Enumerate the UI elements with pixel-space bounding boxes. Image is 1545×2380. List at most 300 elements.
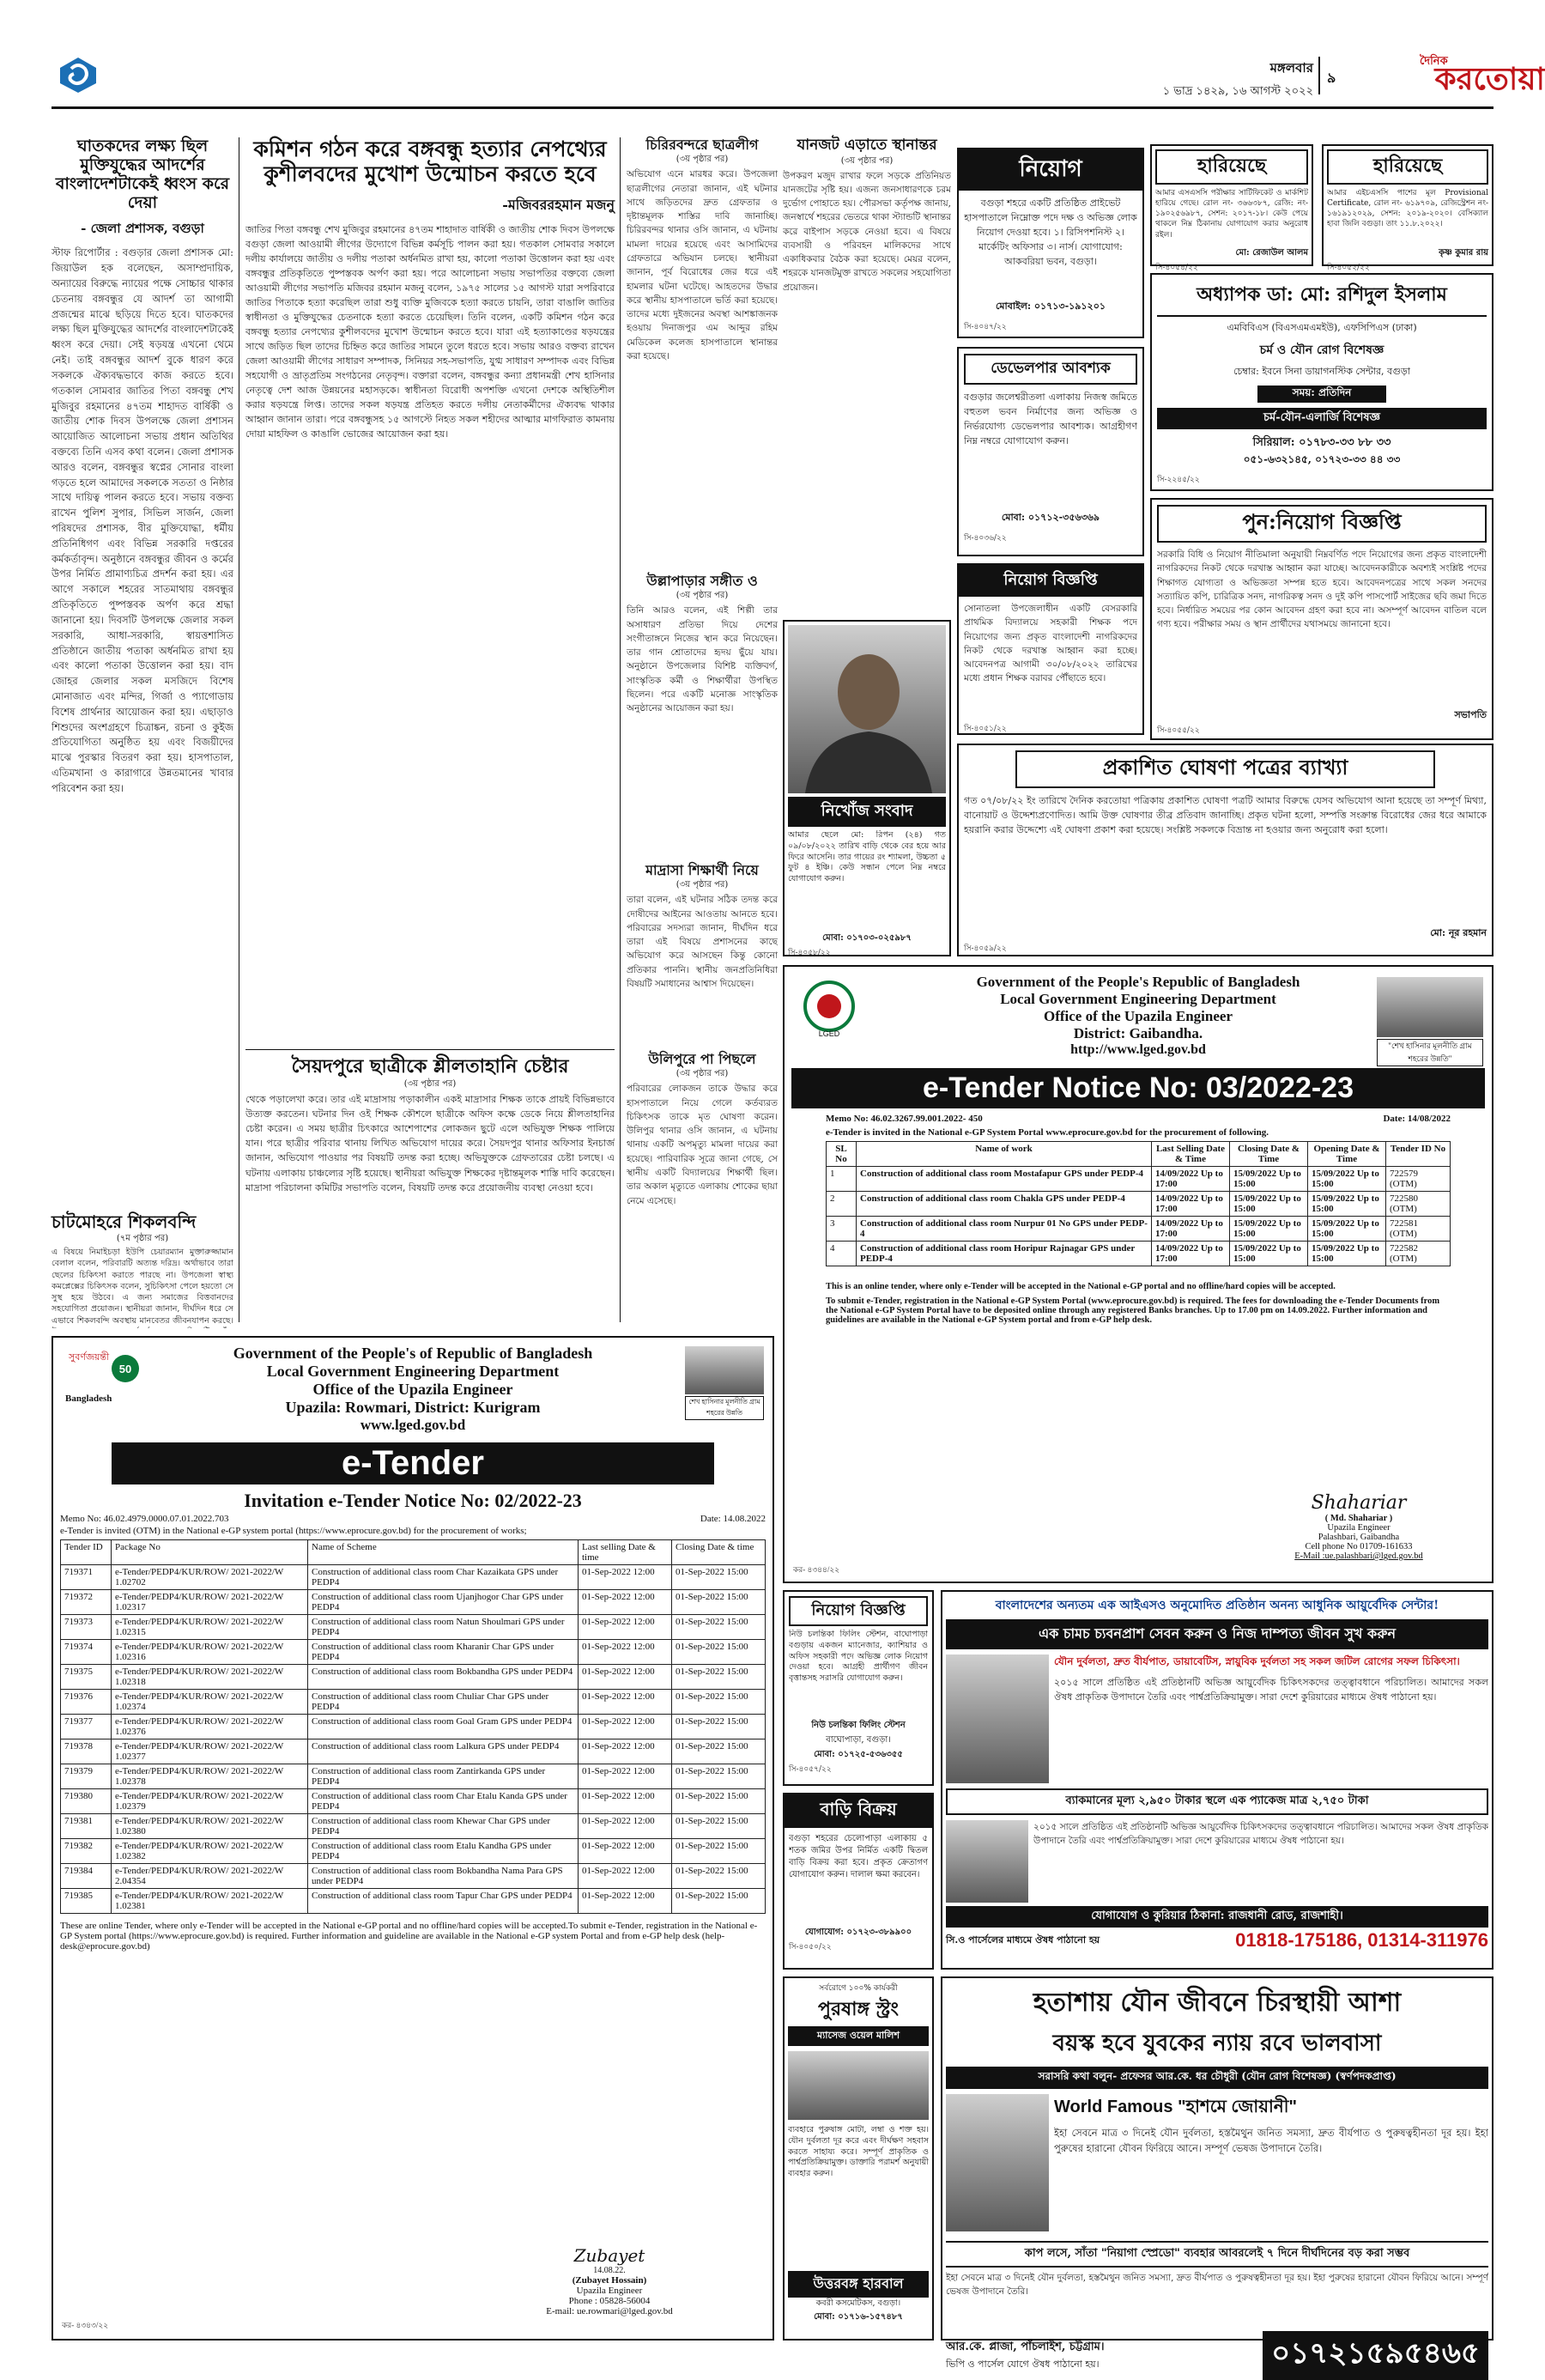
story-headline: ঘাতকদের লক্ষ্য ছিল মুক্তিযুদ্ধের আদর্শের বাংলাদেশটাকেই ধ্বংস করে দেয়া bbox=[55, 137, 230, 212]
table-cell-scheme: Construction of additional class room Kharanir Char GPS under PEDP4 bbox=[308, 1640, 579, 1665]
tender-memo: Memo No: 46.02.3267.99.001.2022- 450 bbox=[826, 1114, 983, 1124]
col-header: Tender ID bbox=[61, 1540, 112, 1565]
tender-date: Date: 14.08.2022 bbox=[700, 1514, 766, 1524]
ad-signer: সভাপতি bbox=[1454, 709, 1487, 720]
tender-note-1: This is an online tender, where only e-Tender will be accepted in the National e-GP portal and no offline/hard copies will be accepted. bbox=[826, 1282, 1336, 1291]
tender-notice-title: e-Tender Notice No: 03/2022-23 bbox=[791, 1068, 1485, 1108]
ad-code: সি-৪০৫১/২২ bbox=[964, 725, 1007, 733]
table-header-row bbox=[827, 1142, 1451, 1167]
masthead bbox=[52, 48, 1545, 103]
story-byline: -মজিবররহমান মজনু bbox=[502, 196, 615, 213]
table-row bbox=[61, 1590, 766, 1615]
table-row bbox=[61, 1839, 766, 1864]
signer-email[interactable]: E-Mail :ue.palashbari@lged.gov.bd bbox=[1294, 1551, 1423, 1561]
table-cell-pkg: e-Tender/PEDP4/KUR/ROW/ 2021-2022/W 1.02376 bbox=[112, 1715, 308, 1739]
page-number: ৯ bbox=[1327, 70, 1336, 86]
table-cell-sell: 14/09/2022 Up to 17:00 bbox=[1152, 1242, 1230, 1266]
table-row bbox=[61, 1690, 766, 1715]
story-sub: (৩য় পৃষ্ঠার পর) bbox=[676, 155, 729, 165]
story-sub: (৩য় পৃষ্ঠার পর) bbox=[676, 1069, 729, 1079]
product-image bbox=[788, 2051, 929, 2120]
table-cell-pkg: e-Tender/PEDP4/KUR/ROW/ 2021-2022/W 1.02374 bbox=[112, 1690, 308, 1715]
masthead-day: মঙ্গলবার bbox=[1269, 60, 1313, 76]
story-body: অভিযোগ এনে মারধর করে। উপজেলা ছাত্রলীগের নেতারা জানান, এই ঘটনার সাথে জড়িতদের দ্রুত গ্রেফতার ও দৃষ্টান্তমূলক শাস্তির দাবি জানাচ্ছি। চিরিরবন্দর থানার ওসি জানান, এ ঘটনায় মামলা দায়ের হয়েছে এবং আসামিদের গ্রেফতারে অভিযান চলছে। স্থানীয়রা জানান, পূর্ব বিরোধের জের ধরে এই হামলার ঘটনা ঘটেছে। আহতদের উদ্ধার করে স্থানীয় হাসপাতালে ভর্তি করা হয়েছে। তাদের মধ্যে দুইজনের অবস্থা আশঙ্কাজনক হওয়ায় দিনাজপুর এম আব্দুর রহিম মেডিকেল কলেজ হাসপাতালে স্থানান্তর করা হয়েছে। bbox=[627, 169, 778, 361]
story-body: তিনি আরও বলেন, এই শিল্পী তার অসাধারণ প্রতিভা দিয়ে দেশের সংগীতাঙ্গনে নিজের স্থান করে নিয়েছেন। তার গান শ্রোতাদের হৃদয় ছুঁয়ে যায়। অনুষ্ঠানে উপজেলার বিশিষ্ট ব্যক্তিবর্গ, সাংস্কৃতিক কর্মী ও শিক্ষার্থীরা উপস্থিত ছিলেন। পরে একটি মনোজ্ঞ সাংস্কৃতিক অনুষ্ঠানের আয়োজন করা হয়। bbox=[627, 605, 778, 714]
portrait-icon bbox=[685, 1346, 764, 1415]
ad-contact: যোগাযোগ: ০১৭২৩-৩৮৯৯০০ bbox=[804, 1928, 912, 1937]
ad-code: সি-৪০৫৪/২২ bbox=[1155, 264, 1198, 272]
doctor-name: অধ্যাপক ডা: মো: রশিদুল ইসলাম bbox=[1157, 280, 1487, 317]
table-cell-sell: 01-Sep-2022 12:00 bbox=[579, 1864, 672, 1889]
doctor-chamber: চেম্বার: ইবনে সিনা ডায়াগনস্টিক সেন্টার, বগুড়া bbox=[1233, 366, 1410, 377]
tender-table bbox=[826, 1141, 1451, 1266]
tender-memo: Memo No: 46.02.4979.0000.07.01.2022.703 bbox=[60, 1514, 229, 1524]
table-cell-pkg: e-Tender/PEDP4/KUR/ROW/ 2021-2022/W 1.02377 bbox=[112, 1739, 308, 1764]
tender-date: Date: 14/08/2022 bbox=[1383, 1114, 1451, 1124]
ad-body-2: ইহা সেবনে মাত্র ৩ দিনেই যৌন দুর্বলতা, হস্তমৈথুন জনিত সমস্যা, দ্রুত বীর্যপাত ও পুরুষত্বহীনতা দূর হয়। ইহা পুরুষের হারানো যৌবন ফিরিয়ে আনে। সম্পূর্ণ ভেষজ উপাদানে তৈরি। bbox=[946, 2273, 1488, 2298]
table-cell-scheme: Construction of additional class room Bokbandha GPS under PEDP4 bbox=[308, 1665, 579, 1690]
table-cell-id: 719384 bbox=[61, 1864, 112, 1889]
table-cell-id: 719378 bbox=[61, 1739, 112, 1764]
table-cell-open: 15/09/2022 Up to 15:00 bbox=[1308, 1242, 1386, 1266]
signature: Zubayet bbox=[573, 2245, 645, 2266]
col-header: Last Selling Date & Time bbox=[1152, 1142, 1230, 1167]
ad-sub: বয়স্ক হবে যুবকের ন্যায় রবে ভালবাসা bbox=[1052, 2031, 1382, 2056]
table-cell-id: 719373 bbox=[61, 1615, 112, 1640]
ad-phone: মোবা: ০১৭১৬-১৫৭৪৮৭ bbox=[814, 2312, 903, 2322]
ad-strip: সরাসরি কথা বলুন- প্রফেসর আর.কে. ধর চৌধুরী (যৌন রোগ বিশেষজ্ঞ) (স্বর্ণপদকপ্রাপ্ত) bbox=[946, 2067, 1488, 2089]
doctor-time: সময়: প্রতিদিন bbox=[1257, 386, 1386, 403]
table-cell-scheme: Construction of additional class room Char Kazaikata GPS under PEDP4 bbox=[308, 1565, 579, 1590]
ad-code: সি-২২৪৫/২২ bbox=[1157, 476, 1200, 484]
ad-title: প্রকাশিত ঘোষণা পত্রের ব্যাখ্যা bbox=[1015, 750, 1435, 788]
table-cell-close: 01-Sep-2022 15:00 bbox=[672, 1565, 766, 1590]
table-header-row bbox=[61, 1540, 766, 1565]
story-commission bbox=[245, 137, 615, 1044]
logo-caption: Bangladesh bbox=[65, 1393, 112, 1404]
table-cell-close: 01-Sep-2022 15:00 bbox=[672, 1789, 766, 1814]
ad-title: বাড়ি বিক্রয় bbox=[785, 1794, 932, 1828]
table-cell-scheme: Construction of additional class room Chuliar Char GPS under PEDP4 bbox=[308, 1690, 579, 1715]
ad-body: সোনাতলা উপজেলাধীন একটি বেসরকারি প্রাথমিক বিদ্যালয়ে সহকারী শিক্ষক পদে নিয়োগের জন্য প্রকৃত বাংলাদেশী নাগরিকদের নিকট থেকে দরখাস্ত আহ্বান করা হচ্ছে। আবেদনপত্র আগামী ৩০/০৮/২০২২ তারিখের মধ্যে প্রধান শিক্ষক বরাবর পৌঁছাতে হবে। bbox=[964, 604, 1137, 684]
table-cell-sell: 01-Sep-2022 12:00 bbox=[579, 1739, 672, 1764]
tender-office: Office of the Upazila Engineer bbox=[312, 1381, 513, 1398]
ad-recruitment-1 bbox=[957, 563, 1144, 735]
table-cell-close: 01-Sep-2022 15:00 bbox=[672, 1814, 766, 1839]
tender-district: District: Gaibandha. bbox=[1073, 1025, 1203, 1041]
doctor-degrees: এমবিবিএস (বিএসএমএমইউ), এফসিপিএস (ঢাকা) bbox=[1227, 322, 1417, 333]
story-body: তারা বলেন, এই ঘটনার সঠিক তদন্ত করে দোষীদের আইনের আওতায় আনতে হবে। পরিবারের সদস্যরা জানান, দীর্ঘদিন ধরে তারা এই বিষয়ে প্রশাসনের কাছে অভিযোগ করে আসছেন কিন্তু কোনো প্রতিকার পাননি। স্থানীয় জনপ্রতিনিধিরা বিষয়টি সমাধানের আশ্বাস দিয়েছেন। bbox=[627, 895, 778, 989]
story-body: স্টাফ রিপোর্টার : বগুড়ার জেলা প্রশাসক মো: জিয়াউল হক বলেছেন, অসাম্প্রদায়িক, অন্যায়ের বিরুদ্ধে ন্যায়ের পক্ষে সোচ্চার থাকার চেতনায় বঙ্গবন্ধুর যে আদর্শ তা আগামী প্রজন্মের মাঝে ছড়িয়ে দিতে হবে। ঘাতকদের লক্ষ্য ছিল মুক্তিযুদ্ধের আদর্শের বাংলাদেশটাকেই ধ্বংস করে দেয়া। সেই ষড়যন্ত্র এখনো থেমে নেই। তাই বঙ্গবন্ধুর আদর্শ বুকে ধারণ করে সকলকে ঐক্যবদ্ধভাবে কাজ করতে হবে। গতকাল সোমবার জাতির পিতা বঙ্গবন্ধু শেখ মুজিবুর রহমানের ৪৭তম শাহাদত বার্ষিকী ও জাতীয় শোক দিবস উপলক্ষে জেলা প্রশাসন আয়োজিত আলোচনা সভায় প্রধান অতিথির বক্তব্যে তিনি এসব কথা বলেন। জেলা প্রশাসক আরও বলেন, বঙ্গবন্ধুর স্বপ্নের সোনার বাংলা গড়তে হলে আমাদের সকলকে সততা ও নিষ্ঠার সাথে দায়িত্ব পালন করতে হবে। সভায় বক্তব্য রাখেন পুলিশ সুপার, সিভিল সার্জন, জেলা পরিষদের প্রশাসক, বীর মুক্তিযোদ্ধা, ধর্মীয় প্রতিনিধিগণ এবং বিভিন্ন সরকারি দপ্তরের কর্মকর্তাবৃন্দ। অনুষ্ঠানে বঙ্গবন্ধুর জীবন ও কর্মের উপর নির্মিত প্রামাণ্যচিত্র প্রদর্শন করা হয়। এর আগে সকালে শহরের সাতমাথায় বঙ্গবন্ধুর প্রতিকৃতিতে পুষ্পস্তবক অর্পণ করে শ্রদ্ধা জানানো হয়। দিবসটি উপলক্ষে জেলার সকল সরকারি, আধা-সরকারি, স্বায়ত্তশাসিত প্রতিষ্ঠানে জাতীয় পতাকা অর্ধনমিত রাখা হয় এবং কালো পতাকা উত্তোলন করা হয়। বাদ জোহর জেলার সকল মসজিদে বিশেষ মোনাজাত এবং মন্দির, গির্জা ও প্যাগোডায় বিশেষ প্রার্থনার আয়োজন করা হয়। এছাড়াও শিশুদের অংশগ্রহণে চিত্রাঙ্কন, রচনা ও কুইজ প্রতিযোগিতা অনুষ্ঠিত হয় এবং বিজয়ীদের মাঝে পুরস্কার বিতরণ করা হয়। হাসপাতাল, এতিমখানা ও কারাগারে উন্নতমানের খাবার পরিবেশন করা হয়। bbox=[52, 246, 233, 794]
ad-clarification bbox=[957, 744, 1494, 956]
table-cell-id: 719372 bbox=[61, 1590, 112, 1615]
ad-banner: এক চামচ চ্যবনপ্রাশ সেবন করুন ও নিজ দাম্পত্য জীবন সুখ করুন bbox=[946, 1619, 1488, 1649]
table-cell-pkg: e-Tender/PEDP4/KUR/ROW/ 2021-2022/W 1.02380 bbox=[112, 1814, 308, 1839]
table-cell-pkg: e-Tender/PEDP4/KUR/ROW/ 2021-2022/W 1.02317 bbox=[112, 1590, 308, 1615]
ad-code: সি-৪০৫০/২২ bbox=[789, 1943, 832, 1952]
ad-doctor bbox=[1150, 273, 1494, 491]
tender-notice-rowmari bbox=[52, 1336, 774, 2341]
paper-name: করতোয়া bbox=[1434, 61, 1545, 97]
table-cell-close: 15/09/2022 Up to 15:00 bbox=[1230, 1167, 1308, 1192]
ad-body: আমার এসএসসি পরীক্ষার সার্টিফিকেট ও মার্কশিট হারিয়ে গেছে। রোল নং- ৩৬৬৩৮৭, রেজি: নং- ১৯০২৫৬৯৮৭, সেশন: ২০১৭-১৮। কেউ পেয়ে থাকলে নিম্ন ঠিকানায় যোগাযোগ করার অনুরোধ রইল। bbox=[1155, 189, 1308, 240]
story-ulipur bbox=[627, 1052, 778, 1327]
table-cell-id: 719382 bbox=[61, 1839, 112, 1864]
ad-code: কর- ৪৩৪৪/২২ bbox=[793, 1565, 840, 1574]
story-sub: (৩য় পৃষ্ঠার পর) bbox=[403, 1079, 457, 1090]
story-jamjot bbox=[783, 137, 951, 472]
ad-phone: 01818-175186, 01314-311976 bbox=[1235, 1929, 1488, 1951]
story-chirirbandar bbox=[627, 137, 778, 567]
table-row bbox=[61, 1889, 766, 1914]
table-cell-work: Construction of additional class room Nurpur 01 No GPS under PEDP-4 bbox=[857, 1217, 1152, 1242]
svg-text:LGED: LGED bbox=[818, 1029, 840, 1038]
ad-code: সি-৪০৫৯/২২ bbox=[964, 944, 1007, 953]
table-row bbox=[827, 1217, 1451, 1242]
ad-contact: মোবা: ০১৭১২-৩৫৬৩৬৯ bbox=[1001, 512, 1100, 523]
story-headline: উলিপুরে পা পিছলে bbox=[648, 1051, 756, 1067]
lged-logo-icon bbox=[797, 979, 862, 1039]
paper-name-small: দৈনিক bbox=[1420, 55, 1448, 68]
col-header: Last selling Date & time bbox=[579, 1540, 672, 1565]
signer-name: ( Md. Shahariar ) bbox=[1324, 1514, 1393, 1523]
story-chatmohor bbox=[52, 1212, 233, 1328]
doctor-serial-2: ০৫১-৬৩২১৪৫, ০১৭২৩-৩৩ ৪৪ ৩৩ bbox=[1243, 453, 1401, 465]
table-cell-sell: 01-Sep-2022 12:00 bbox=[579, 1565, 672, 1590]
ad-code: কর- ৪৩৪৩/২২ bbox=[62, 2321, 109, 2329]
table-cell-close: 01-Sep-2022 15:00 bbox=[672, 1839, 766, 1864]
col-header: Name of Scheme bbox=[308, 1540, 579, 1565]
tender-dept: Local Government Engineering Department bbox=[1000, 991, 1276, 1007]
tender-banner: e-Tender bbox=[112, 1442, 714, 1484]
story-headline: চিরিরবন্দরে ছাত্রলীগ bbox=[645, 137, 759, 153]
signer-email[interactable]: E-mail: ue.rowmari@lged.gov.bd bbox=[546, 2306, 673, 2316]
table-cell-scheme: Construction of additional class room Ujanjhogor Char GPS under PEDP4 bbox=[308, 1590, 579, 1615]
ad-footer: আর.কে. প্লাজা, পাঁচলাইশ, চট্টগ্রাম। bbox=[946, 2340, 1105, 2353]
tender-notice-title: Invitation e-Tender Notice No: 02/2022-23 bbox=[244, 1490, 582, 1511]
table-row bbox=[827, 1242, 1451, 1266]
tender-url[interactable]: www.lged.gov.bd bbox=[360, 1417, 466, 1433]
ad-footer-2: সি.ও পার্সেলের মাধ্যমে ঔষধ পাঠানো হয় bbox=[946, 1934, 1100, 1946]
table-cell-close: 01-Sep-2022 15:00 bbox=[672, 1665, 766, 1690]
table-cell-scheme: Construction of additional class room Lalkura GPS under PEDP4 bbox=[308, 1739, 579, 1764]
golden-jubilee-logo-icon bbox=[65, 1346, 142, 1406]
ad-address: কবরী কসমেটিকস, বগুড়া। bbox=[815, 2298, 901, 2308]
signer-title: Upazila Engineer bbox=[576, 2286, 643, 2296]
ad-code: সি-৪০৫৮/২২ bbox=[788, 949, 831, 957]
story-sub: (৩য় পৃষ্ঠার পর) bbox=[840, 155, 894, 166]
table-cell-sell: 01-Sep-2022 12:00 bbox=[579, 1665, 672, 1690]
table-cell-work: Construction of additional class room Chakla GPS under PEDP-4 bbox=[857, 1192, 1152, 1217]
signer-phone: Phone : 05828-56004 bbox=[568, 2296, 651, 2306]
table-cell-sl: 3 bbox=[827, 1217, 857, 1242]
story-headline: মাদ্রাসা শিক্ষার্থী নিয়ে bbox=[645, 862, 759, 878]
col-header: Name of work bbox=[857, 1142, 1152, 1167]
portrait-icon bbox=[1377, 977, 1483, 1063]
table-cell-close: 01-Sep-2022 15:00 bbox=[672, 1764, 766, 1789]
table-cell-sell: 01-Sep-2022 12:00 bbox=[579, 1715, 672, 1739]
ad-house-sale bbox=[783, 1793, 934, 1970]
table-cell-id: 722581 (OTM) bbox=[1386, 1217, 1451, 1242]
table-row bbox=[61, 1565, 766, 1590]
table-row bbox=[61, 1864, 766, 1889]
table-cell-id: 722579 (OTM) bbox=[1386, 1167, 1451, 1192]
ad-contact: মোবা: ০১৭০৩-০২৫৯৮৭ bbox=[822, 933, 912, 943]
table-cell-scheme: Construction of additional class room Goal Gram GPS under PEDP4 bbox=[308, 1715, 579, 1739]
signature: Shahariar bbox=[1311, 1492, 1407, 1514]
ad-body: সরকারি বিধি ও নিয়োগ নীতিমালা অনুযায়ী নিম্নবর্ণিত পদে নিয়োগের জন্য প্রকৃত বাংলাদেশী নাগরিকদের নিকট থেকে দরখাস্ত আহ্বান করা যাচ্ছে। আবেদনকারীকে অবশ্যই সংশ্লিষ্ট পদের শিক্ষাগত যোগ্যতা ও অভিজ্ঞতা সম্পন্ন হতে হবে। আবেদনপত্রের সাথে সকল সনদের সত্যায়িত কপি, চারিত্রিক সনদ, নাগরিকত্ব সনদ ও দুই কপি পাসপোর্ট সাইজের ছবি জমা দিতে হবে। নির্ধারিত সময়ের পর কোন আবেদন গ্রহণ করা হবে না। অসম্পূর্ণ আবেদন বাতিল বলে গণ্য হবে। পরীক্ষার সময় ও স্থান প্রার্থীদের যথাসময়ে জানানো হবে। bbox=[1157, 549, 1487, 630]
ad-recruitment-2 bbox=[783, 1590, 934, 1786]
ad-name: কৃষ্ণ কুমার রায় bbox=[1439, 248, 1488, 258]
table-row bbox=[61, 1814, 766, 1839]
ad-address: বাঘোপাড়া, বগুড়া। bbox=[826, 1735, 891, 1745]
table-cell-scheme: Construction of additional class room Etalu Kandha GPS under PEDP4 bbox=[308, 1839, 579, 1864]
ad-reappointment bbox=[1150, 498, 1494, 740]
story-byline: - জেলা প্রশাসক, বগুড়া bbox=[81, 221, 204, 237]
ad-name: মো: রেজাউল আলম bbox=[1235, 248, 1308, 258]
ad-youth-medicine bbox=[941, 1976, 1494, 2371]
ad-contact: মোবা: ০১৭২৫-৫৩৬৩৫৫ bbox=[814, 1750, 903, 1759]
ad-price-strip: কাপ লসে, সাঁতা "নিয়াগা স্প্রেডো" ব্যবহার আবরলেই ৭ দিনে দীর্ঘদিনের বড় করা সম্ভব bbox=[946, 2241, 1488, 2268]
story-body: জাতির পিতা বঙ্গবন্ধু শেখ মুজিবুর রহমানের ৪৭তম শাহাদাত বার্ষিকী ও জাতীয় শোক দিবস উপলক্ষে বগুড়া জেলা আওয়ামী লীগের উদ্যোগে বিভিন্ন কর্মসূচি পালন করা হয়। গতকাল সোমবার সকালে দলীয় কার্যালয়ে জাতীয় ও দলীয় পতাকা অর্ধনমিত রাখা হয়, কালো পতাকা উত্তোলন করা হয় এবং বঙ্গবন্ধুর প্রতিকৃতিতে পুষ্পস্তবক অর্পণ করা হয়। পরে আলোচনা সভায় সভাপতির বক্তব্যে জেলা আওয়ামী লীগের সভাপতি মজিবর রহমান মজনু বলেন, ১৯৭৫ সালের ১৫ আগস্ট যারা সপরিবারে জাতির পিতাকে হত্যা করেছিল তারা শুধু ব্যক্তি মুজিবকে হত্যা করতে চায়নি, তারা বাঙালি জাতির স্বাধীনতা ও মুক্তিযুদ্ধের চেতনাকে হত্যা করতে চেয়েছিল। তিনি বলেন, একটি কমিশন গঠন করে বঙ্গবন্ধু হত্যার নেপথ্যের কুশীলবদের মুখোশ উন্মোচন করতে হবে। যারা এই হত্যাকাণ্ডের ষড়যন্ত্রের সাথে জড়িত ছিল তাদের চিহ্নিত করে জাতির সামনে তুলে ধরতে হবে। সভায় আরও বক্তব্য রাখেন জেলা আওয়ামী লীগের সাধারণ সম্পাদক, সিনিয়র সহ-সভাপতি, যুগ্ম সাধারণ সম্পাদক এবং বিভিন্ন সহযোগী ও ভ্রাতৃপ্রতিম সংগঠনের নেতৃবৃন্দ। বক্তারা বলেন, বঙ্গবন্ধুর কন্যা প্রধানমন্ত্রী শেখ হাসিনার নেতৃত্বে দেশ আজ উন্নয়নের মহাসড়কে। স্বাধীনতা বিরোধী অপশক্তি এখনো দেশকে অস্থিতিশীল করার ষড়যন্ত্রে লিপ্ত। তাদের সকল ষড়যন্ত্র প্রতিহত করতে দলীয় নেতাকর্মীদের ঐক্যবদ্ধ থাকার আহ্বান জানান তারা। পরে বঙ্গবন্ধুসহ ১৫ আগস্টে নিহত সকল শহীদের আত্মার মাগফিরাত কামনায় দোয়া মাহফিল ও কাঙালি ভোজের আয়োজন করা হয়। bbox=[245, 223, 615, 440]
ad-niyog bbox=[957, 148, 1144, 338]
story-saidpur bbox=[245, 1056, 615, 1329]
table-cell-sl: 2 bbox=[827, 1192, 857, 1217]
missing-person-photo bbox=[788, 625, 946, 793]
table-cell-work: Construction of additional class room Mostafapur GPS under PEDP-4 bbox=[857, 1167, 1152, 1192]
table-row bbox=[61, 1789, 766, 1814]
table-row bbox=[61, 1764, 766, 1789]
ad-lost-1 bbox=[1150, 144, 1313, 272]
tender-gov: Government of the People's Republic of Bangladesh bbox=[976, 974, 1300, 990]
table-cell-sell: 01-Sep-2022 12:00 bbox=[579, 1640, 672, 1665]
story-madrasa bbox=[627, 863, 778, 1043]
tender-note-2: To submit e-Tender, registration in the National e-GP System Portal (www.eprocure.gov.bd) is required. The fees for downloading the e-Tender Documents from the National e-GP System Portal have to be deposited online through any registered Banks branches. Up to 17.00 pm on 14.09.2022. Further information and guidelines are available in the National e-GP System portal and from e-GP help desk. bbox=[826, 1296, 1440, 1325]
ad-ayurvedic-center bbox=[941, 1590, 1494, 1970]
doctor-serial: সিরিয়াল: ০১৭৮৩-৩৩ ৮৮ ৩৩ bbox=[1252, 436, 1391, 449]
tender-intro: e-Tender is invited in the National e-GP System Portal www.eprocure.gov.bd for the procurement of following. bbox=[826, 1127, 1269, 1138]
story-headline: কমিশন গঠন করে বঙ্গবন্ধু হত্যার নেপথ্যের কুশীলবদের মুখোশ উন্মোচন করতে হবে bbox=[253, 137, 607, 186]
table-cell-sell: 01-Sep-2022 12:00 bbox=[579, 1814, 672, 1839]
ad-body: ব্যবহারে পুরুষাঙ্গ মোটা, লম্বা ও শক্ত হয়। যৌন দুর্বলতা দূর করে এবং দীর্ঘক্ষণ সহবাস করতে সাহায্য করে। সম্পূর্ণ প্রাকৃতিক ও পার্শ্বপ্রতিক্রিয়ামুক্ত। ডাক্তারি পরামর্শ অনুযায়ী ব্যবহার করুন। bbox=[788, 2125, 929, 2179]
ad-title: হারিয়েছে bbox=[1327, 149, 1488, 185]
ad-line-1: যৌন দুর্বলতা, দ্রুত বীর্যপাত, ডায়াবেটিস, স্নায়ুবিক দুর্বলতা সহ সকল জটিল রোগের সফল চিকিৎসা। bbox=[1054, 1655, 1460, 1667]
table-row bbox=[61, 1640, 766, 1665]
ad-top: সর্বরোগে ১০০% কার্যকরী bbox=[819, 1984, 898, 1993]
table-cell-sell: 01-Sep-2022 12:00 bbox=[579, 1764, 672, 1789]
tender-note: These are online Tender, where only e-Tender will be accepted in the National e-GP portal and no offline/hard copies will be accepted.To submit e-Tender, registration in the National e-GP System portal (https://www.eprocure.gov.bd) is required. Further information and guideline are available in the National e-GP system Portal and from e-GP help desk (help-desk@eprocure.gov.bd) bbox=[60, 1921, 758, 1952]
table-cell-pkg: e-Tender/PEDP4/KUR/ROW/ 2021-2022/W 1.02315 bbox=[112, 1615, 308, 1640]
product-image-2 bbox=[946, 1820, 1028, 1903]
table-cell-id: 719379 bbox=[61, 1764, 112, 1789]
ad-body: গত ০৭/০৮/২২ ইং তারিখে দৈনিক করতোয়া পত্রিকায় প্রকাশিত ঘোষণা পত্রটি আমার বিরুদ্ধে যেসব অভিযোগ আনা হয়েছে তা সম্পূর্ণ মিথ্যা, বানোয়াট ও উদ্দেশ্যপ্রণোদিত। আমি উক্ত ঘোষণার তীব্র প্রতিবাদ জানাচ্ছি। প্রকৃত ঘটনা হলো, সম্পত্তি সংক্রান্ত বিরোধের জের ধরে আমাকে হয়রানি করার উদ্দেশ্যে এই ঘোষণা প্রকাশ করা হয়েছে। সংশ্লিষ্ট সকলকে বিভ্রান্ত না হওয়ার জন্য অনুরোধ করা হলো। bbox=[964, 795, 1487, 836]
table-cell-close: 01-Sep-2022 15:00 bbox=[672, 1739, 766, 1764]
ad-title: পুরষাঙ্গ স্ট্রং bbox=[818, 1998, 899, 2020]
table-cell-sell: 01-Sep-2022 12:00 bbox=[579, 1889, 672, 1914]
ad-body: বগুড়ার জলেশ্বরীতলা এলাকায় নিজস্ব জমিতে বহুতল ভবন নির্মাণের জন্য অভিজ্ঞ ও নির্ভরযোগ্য ডেভেলপার আবশ্যক। আগ্রহীগণ নিম্ন নম্বরে যোগাযোগ করুন। bbox=[964, 392, 1137, 447]
story-headline: সৈয়দপুরে ছাত্রীকে শ্লীলতাহানি চেষ্টার bbox=[291, 1055, 569, 1078]
ad-code: সি-৪০৩৬/২২ bbox=[964, 534, 1007, 543]
table-row bbox=[61, 1715, 766, 1739]
table-cell-close: 01-Sep-2022 15:00 bbox=[672, 1640, 766, 1665]
table-cell-sell: 01-Sep-2022 12:00 bbox=[579, 1690, 672, 1715]
table-row bbox=[61, 1615, 766, 1640]
ad-phone: ০১৭২১৫৯৫৪৬৫ bbox=[1263, 2331, 1488, 2380]
col-header: Tender ID No bbox=[1386, 1142, 1451, 1167]
table-row bbox=[61, 1665, 766, 1690]
table-cell-close: 15/09/2022 Up to 15:00 bbox=[1230, 1217, 1308, 1242]
story-body: এ বিষয়ে নিমাইচড়া ইউপি চেয়ারম্যান মুক্তারুজ্জামান বেলাল বলেন, পরিবারটি অত্যন্ত দরিদ্র। অর্থাভাবে তারা ছেলের চিকিৎসা করাতে পারছে না। উপজেলা স্বাস্থ্য কমপ্লেক্সের চিকিৎসক বলেন, সুচিকিৎসা পেলে হয়তো সে সুস্থ হয়ে উঠবে। এ জন্য সমাজের বিত্তবানদের সহযোগিতা প্রয়োজন। স্থানীয়রা জানান, দীর্ঘদিন ধরে সে এভাবে শিকলবন্দি অবস্থায় মানবেতর জীবনযাপন করছে। bbox=[52, 1248, 233, 1326]
story-headline: উল্লাপাড়ার সঙ্গীত ও bbox=[646, 573, 758, 589]
table-cell-sell: 14/09/2022 Up to 17:00 bbox=[1152, 1167, 1230, 1192]
ad-footer-1: যোগাযোগ ও কুরিয়ার ঠিকানা: রাজধানী রোড, রাজশাহী। bbox=[946, 1906, 1488, 1928]
col-header: Closing Date & time bbox=[672, 1540, 766, 1565]
table-row bbox=[827, 1192, 1451, 1217]
table-cell-id: 722582 (OTM) bbox=[1386, 1242, 1451, 1266]
story-headline: চাটমোহরে শিকলবন্দি bbox=[52, 1211, 197, 1232]
col-header: Closing Date & Time bbox=[1230, 1142, 1308, 1167]
ad-code: সি-৪০৫৭/২২ bbox=[789, 1765, 832, 1774]
table-cell-id: 719377 bbox=[61, 1715, 112, 1739]
table-cell-close: 01-Sep-2022 15:00 bbox=[672, 1715, 766, 1739]
table-cell-id: 722580 (OTM) bbox=[1386, 1192, 1451, 1217]
story-dc-bogura bbox=[52, 137, 233, 1206]
ad-footer-2: ভিপি ও পার্সেল যোগে ঔষধ পাঠানো হয়। bbox=[946, 2358, 1100, 2370]
ad-body: ২০১৫ সালে প্রতিষ্ঠিত এই প্রতিষ্ঠানটি অভিজ্ঞ আয়ুর্বেদিক চিকিৎসকদের তত্ত্বাবধানে পরিচালিত। আমাদের সকল ঔষধ প্রাকৃতিক উপাদানে তৈরি এবং পার্শ্বপ্রতিক্রিয়ামুক্ত। সারা দেশে কুরিয়ারের মাধ্যমে ঔষধ পাঠানো হয়। bbox=[1054, 1677, 1488, 1703]
ad-price-line: ব্যাকমানের মূল্য ২,৯৫০ টাকার স্থলে এক প্যাকেজ মাত্র ২,৭৫০ টাকা bbox=[946, 1788, 1488, 1815]
tender-url[interactable]: http://www.lged.gov.bd bbox=[1070, 1042, 1206, 1057]
tender-table bbox=[60, 1539, 766, 1914]
table-cell-open: 15/09/2022 Up to 15:00 bbox=[1308, 1167, 1386, 1192]
story-ullapara bbox=[627, 574, 778, 857]
table-cell-pkg: e-Tender/PEDP4/KUR/ROW/ 2021-2022/W 1.02382 bbox=[112, 1839, 308, 1864]
table-cell-scheme: Construction of additional class room Bokbandha Nama Para GPS under PEDP4 bbox=[308, 1864, 579, 1889]
table-cell-scheme: Construction of additional class room Khewar Char GPS under PEDP4 bbox=[308, 1814, 579, 1839]
ad-body: আমার ছেলে মো: রিপন (২৪) গত ০৯/০৮/২০২২ তারিখ বাড়ি থেকে বের হয়ে আর ফিরে আসেনি। তার গায়ের রং শ্যামলা, উচ্চতা ৫ ফুট ৪ ইঞ্চি। কেউ সন্ধান পেলে নিম্ন নম্বরে যোগাযোগ করুন। bbox=[788, 830, 946, 884]
tender-intro: e-Tender is invited (OTM) in the National e-GP system portal (https://www.eprocure.gov.bd) for the procurement of works; bbox=[60, 1526, 527, 1536]
ad-purushangi bbox=[783, 1976, 934, 2341]
table-cell-sell: 14/09/2022 Up to 17:00 bbox=[1152, 1217, 1230, 1242]
signer-place: Palashbari, Gaibandha bbox=[1318, 1533, 1400, 1542]
table-cell-scheme: Construction of additional class room Zantirkanda GPS under PEDP4 bbox=[308, 1764, 579, 1789]
table-cell-pkg: e-Tender/PEDP4/KUR/ROW/ 2021-2022/W 1.02316 bbox=[112, 1640, 308, 1665]
table-row bbox=[61, 1739, 766, 1764]
doctor-photo bbox=[946, 2094, 1049, 2231]
story-sub: (৩য় পৃষ্ঠার পর) bbox=[676, 591, 729, 601]
col-header: Package No bbox=[112, 1540, 308, 1565]
tender-gov: Government of the People's of Republic of Bangladesh bbox=[233, 1345, 593, 1362]
ad-body: নিউ চলন্তিকা ফিলিং স্টেশন, বাঘোপাড়া বগুড়ায় একজন ম্যানেজার, ক্যাশিয়ার ও অফিস সহকারী পদে অভিজ্ঞ লোক নিয়োগ দেওয়া হবে। আগ্রহী প্রার্থীগণ জীবন বৃত্তান্তসহ সরাসরি যোগাযোগ করুন। bbox=[789, 1630, 928, 1684]
table-row bbox=[827, 1167, 1451, 1192]
table-cell-scheme: Construction of additional class room Tapur Char GPS under PEDP4 bbox=[308, 1889, 579, 1914]
signer-title: Upazila Engineer bbox=[1327, 1523, 1390, 1533]
table-cell-open: 15/09/2022 Up to 15:00 bbox=[1308, 1217, 1386, 1242]
ad-body: ইহা সেবনে মাত্র ৩ দিনেই যৌন দুর্বলতা, হস্তমৈথুন জনিত সমস্যা, দ্রুত বীর্যপাত ও পুরুষত্বহীনতা দূর হয়। ইহা পুরুষের হারানো যৌবন ফিরিয়ে আনে। সম্পূর্ণ ভেষজ উপাদানে তৈরি। bbox=[1054, 2127, 1488, 2154]
signer-name: (Zubayet Hossain) bbox=[572, 2275, 647, 2286]
ad-world-famous: World Famous "হাশমে জোয়ানী" bbox=[1054, 2098, 1297, 2116]
tender-notice-gaibandha bbox=[783, 965, 1494, 1583]
ad-title: হারিয়েছে bbox=[1155, 149, 1308, 185]
table-cell-scheme: Construction of additional class room Char Etalu Kanda GPS under PEDP4 bbox=[308, 1789, 579, 1814]
table-cell-pkg: e-Tender/PEDP4/KUR/ROW/ 2021-2022/W 1.02378 bbox=[112, 1764, 308, 1789]
ad-title: হতাশায় যৌন জীবনে চিরস্থায়ী আশা bbox=[1033, 1988, 1402, 2018]
ad-title: নিয়োগ বিজ্ঞপ্তি bbox=[959, 565, 1142, 597]
table-cell-work: Construction of additional class room Horipur Rajnagar GPS under PEDP-4 bbox=[857, 1242, 1152, 1266]
doctor-specialty: চর্ম ও যৌন রোগ বিশেষজ্ঞ bbox=[1259, 343, 1384, 357]
ad-title: নিখোঁজ সংবাদ bbox=[788, 797, 946, 827]
table-cell-pkg: e-Tender/PEDP4/KUR/ROW/ 2021-2022/W 1.02379 bbox=[112, 1789, 308, 1814]
table-cell-sell: 01-Sep-2022 12:00 bbox=[579, 1590, 672, 1615]
doctor-section: চর্ম-যৌন-এলার্জি বিশেষজ্ঞ bbox=[1157, 408, 1487, 429]
table-cell-close: 01-Sep-2022 15:00 bbox=[672, 1690, 766, 1715]
product-image bbox=[946, 1654, 1049, 1783]
table-cell-scheme: Construction of additional class room Natun Shoulmari GPS under PEDP4 bbox=[308, 1615, 579, 1640]
table-cell-id: 719380 bbox=[61, 1789, 112, 1814]
ad-title: ডেভেলপার আবশ্যক bbox=[964, 354, 1137, 385]
tender-upazila: Upazila: Rowmari, District: Kurigram bbox=[285, 1399, 541, 1416]
ad-body: বগুড়া শহরের চেলোপাড়া এলাকায় ৫ শতক জমির উপর নির্মিত একটি দ্বিতল বাড়ি বিক্রয় করা হবে। প্রকৃত ক্রেতাগণ যোগাযোগ করুন। দালাল ক্ষমা করবেন। bbox=[789, 1834, 928, 1879]
table-cell-id: 719371 bbox=[61, 1565, 112, 1590]
signer-phone: Cell phone No 01709-161633 bbox=[1305, 1542, 1413, 1551]
table-cell-sell: 01-Sep-2022 12:00 bbox=[579, 1615, 672, 1640]
table-cell-pkg: e-Tender/PEDP4/KUR/ROW/ 2021-2022/W 1.02381 bbox=[112, 1889, 308, 1914]
ad-shop: উত্তরবঙ্গ হারবাল bbox=[788, 2271, 929, 2298]
ad-body: আমার এইচএসসি পাশের মূল Provisional Certificate, রোল নং- ৬১৯৭০৯, রেজিস্ট্রেশন নং- ১৬১৯১২০২৯, সেশন: ২০১৯-২০২০। বেসিক্যাল হাবা জিলি বগুড়া। তাং ১১.৮.২০২২। bbox=[1327, 189, 1488, 229]
table-cell-close: 01-Sep-2022 15:00 bbox=[672, 1615, 766, 1640]
table-cell-id: 719375 bbox=[61, 1665, 112, 1690]
ad-code: সি-৪০৫২/২২ bbox=[1327, 264, 1370, 272]
tender-office: Office of the Upazila Engineer bbox=[1043, 1008, 1233, 1024]
ad-signer: মো: নূর রহমান bbox=[1430, 927, 1487, 938]
table-cell-sell: 01-Sep-2022 12:00 bbox=[579, 1789, 672, 1814]
ad-contact: মোবাইল: ০১৭১৩-১৯১২০১ bbox=[995, 301, 1106, 312]
ad-body-2: ২০১৫ সালে প্রতিষ্ঠিত এই প্রতিষ্ঠানটি অভিজ্ঞ আয়ুর্বেদিক চিকিৎসকদের তত্ত্বাবধানে পরিচালিত। আমাদের সকল ঔষধ প্রাকৃতিক উপাদানে তৈরি এবং পার্শ্বপ্রতিক্রিয়ামুক্ত। সারা দেশে কুরিয়ারের মাধ্যমে ঔষধ পাঠানো হয়। bbox=[1033, 1822, 1488, 1847]
tender-slogan: শেখ হাসিনার মূলনীতি গ্রাম শহরের উন্নতি bbox=[685, 1396, 764, 1420]
story-body: পরিবারের লোকজন তাকে উদ্ধার করে হাসপাতালে নিয়ে গেলে কর্তব্যরত চিকিৎসক তাকে মৃত ঘোষণা করেন। উলিপুর থানার ওসি জানান, এ ঘটনায় থানায় একটি অপমৃত্যু মামলা দায়ের করা হয়েছে। পারিবারিক সূত্রে জানা গেছে, সে স্থানীয় একটি বিদ্যালয়ের শিক্ষার্থী ছিল। তার অকাল মৃত্যুতে এলাকায় শোকের ছায়া নেমে এসেছে। bbox=[627, 1084, 778, 1206]
col-header: Opening Date & Time bbox=[1308, 1142, 1386, 1167]
svg-text:50: 50 bbox=[118, 1363, 132, 1375]
story-headline: যানজট এড়াতে স্থানান্তর bbox=[797, 137, 937, 154]
table-cell-pkg: e-Tender/PEDP4/KUR/ROW/ 2021-2022/W 1.02318 bbox=[112, 1665, 308, 1690]
ad-lost-2 bbox=[1322, 144, 1494, 272]
table-cell-sl: 1 bbox=[827, 1167, 857, 1192]
table-cell-sell: 14/09/2022 Up to 17:00 bbox=[1152, 1192, 1230, 1217]
table-cell-id: 719385 bbox=[61, 1889, 112, 1914]
masthead-date: ১ ভাদ্র ১৪২৯, ১৬ আগস্ট ২০২২ bbox=[1162, 85, 1313, 98]
ad-developer bbox=[957, 347, 1144, 556]
story-body: উপকরণ মজুদ রাখার ফলে সড়কে প্রতিনিয়ত যানজটের সৃষ্টি হয়। এজন্য জনসাধারণকে চরম দুর্ভোগ পোহাতে হয়। পৌরসভা কর্তৃপক্ষ জানায়, জনস্বার্থে শহরের ভেতরে থাকা স্ট্যান্ডটি স্থানান্তর করে বাইপাস সড়কে নেওয়া হবে। এ বিষয়ে ব্যবসায়ী ও পরিবহন মালিকদের সাথে একাধিকবার বৈঠক করা হয়েছে। মেয়র বলেন, শহরকে যানজটমুক্ত রাখতে সকলের সহযোগিতা প্রয়োজন। bbox=[783, 170, 951, 293]
ad-code: সি-৪০৪৭/২২ bbox=[964, 323, 1007, 331]
table-cell-pkg: e-Tender/PEDP4/KUR/ROW/ 2021-2022/W 1.02702 bbox=[112, 1565, 308, 1590]
tender-slogan: "শেখ হাসিনার মূলনীতি গ্রাম শহরের উন্নতি" bbox=[1377, 1039, 1483, 1066]
col-header: SL No bbox=[827, 1142, 857, 1167]
ad-title: নিয়োগ বিজ্ঞপ্তি bbox=[789, 1596, 928, 1626]
ad-code: সি-৪০৫৫/২২ bbox=[1157, 726, 1200, 735]
table-cell-pkg: e-Tender/PEDP4/KUR/ROW/ 2021-2022/W 2.04354 bbox=[112, 1864, 308, 1889]
story-sub: (৭ম পৃষ্ঠার পর) bbox=[116, 1234, 169, 1243]
table-cell-close: 01-Sep-2022 15:00 bbox=[672, 1864, 766, 1889]
table-cell-open: 15/09/2022 Up to 15:00 bbox=[1308, 1192, 1386, 1217]
ad-sub: ম্যাসেজ ওয়েল মালিশ bbox=[788, 2026, 929, 2046]
table-cell-id: 719381 bbox=[61, 1814, 112, 1839]
ad-missing bbox=[783, 620, 951, 956]
table-cell-close: 15/09/2022 Up to 15:00 bbox=[1230, 1192, 1308, 1217]
ad-body: বগুড়া শহরে একটি প্রতিষ্ঠিত প্রাইভেট হাসপাতালে নিম্নোক্ত পদে দক্ষ ও অভিজ্ঞ লোক নিয়োগ দেওয়া হবে। ১। রিসিপশনিস্ট ২। মার্কেটিং অফিসার ৩। নার্স। যোগাযোগ: আকবরিয়া ভবন, বগুড়া। bbox=[964, 197, 1137, 268]
table-cell-sell: 01-Sep-2022 12:00 bbox=[579, 1839, 672, 1864]
table-cell-id: 719376 bbox=[61, 1690, 112, 1715]
ad-title: পুন:নিয়োগ বিজ্ঞপ্তি bbox=[1157, 505, 1487, 543]
table-cell-id: 719374 bbox=[61, 1640, 112, 1665]
